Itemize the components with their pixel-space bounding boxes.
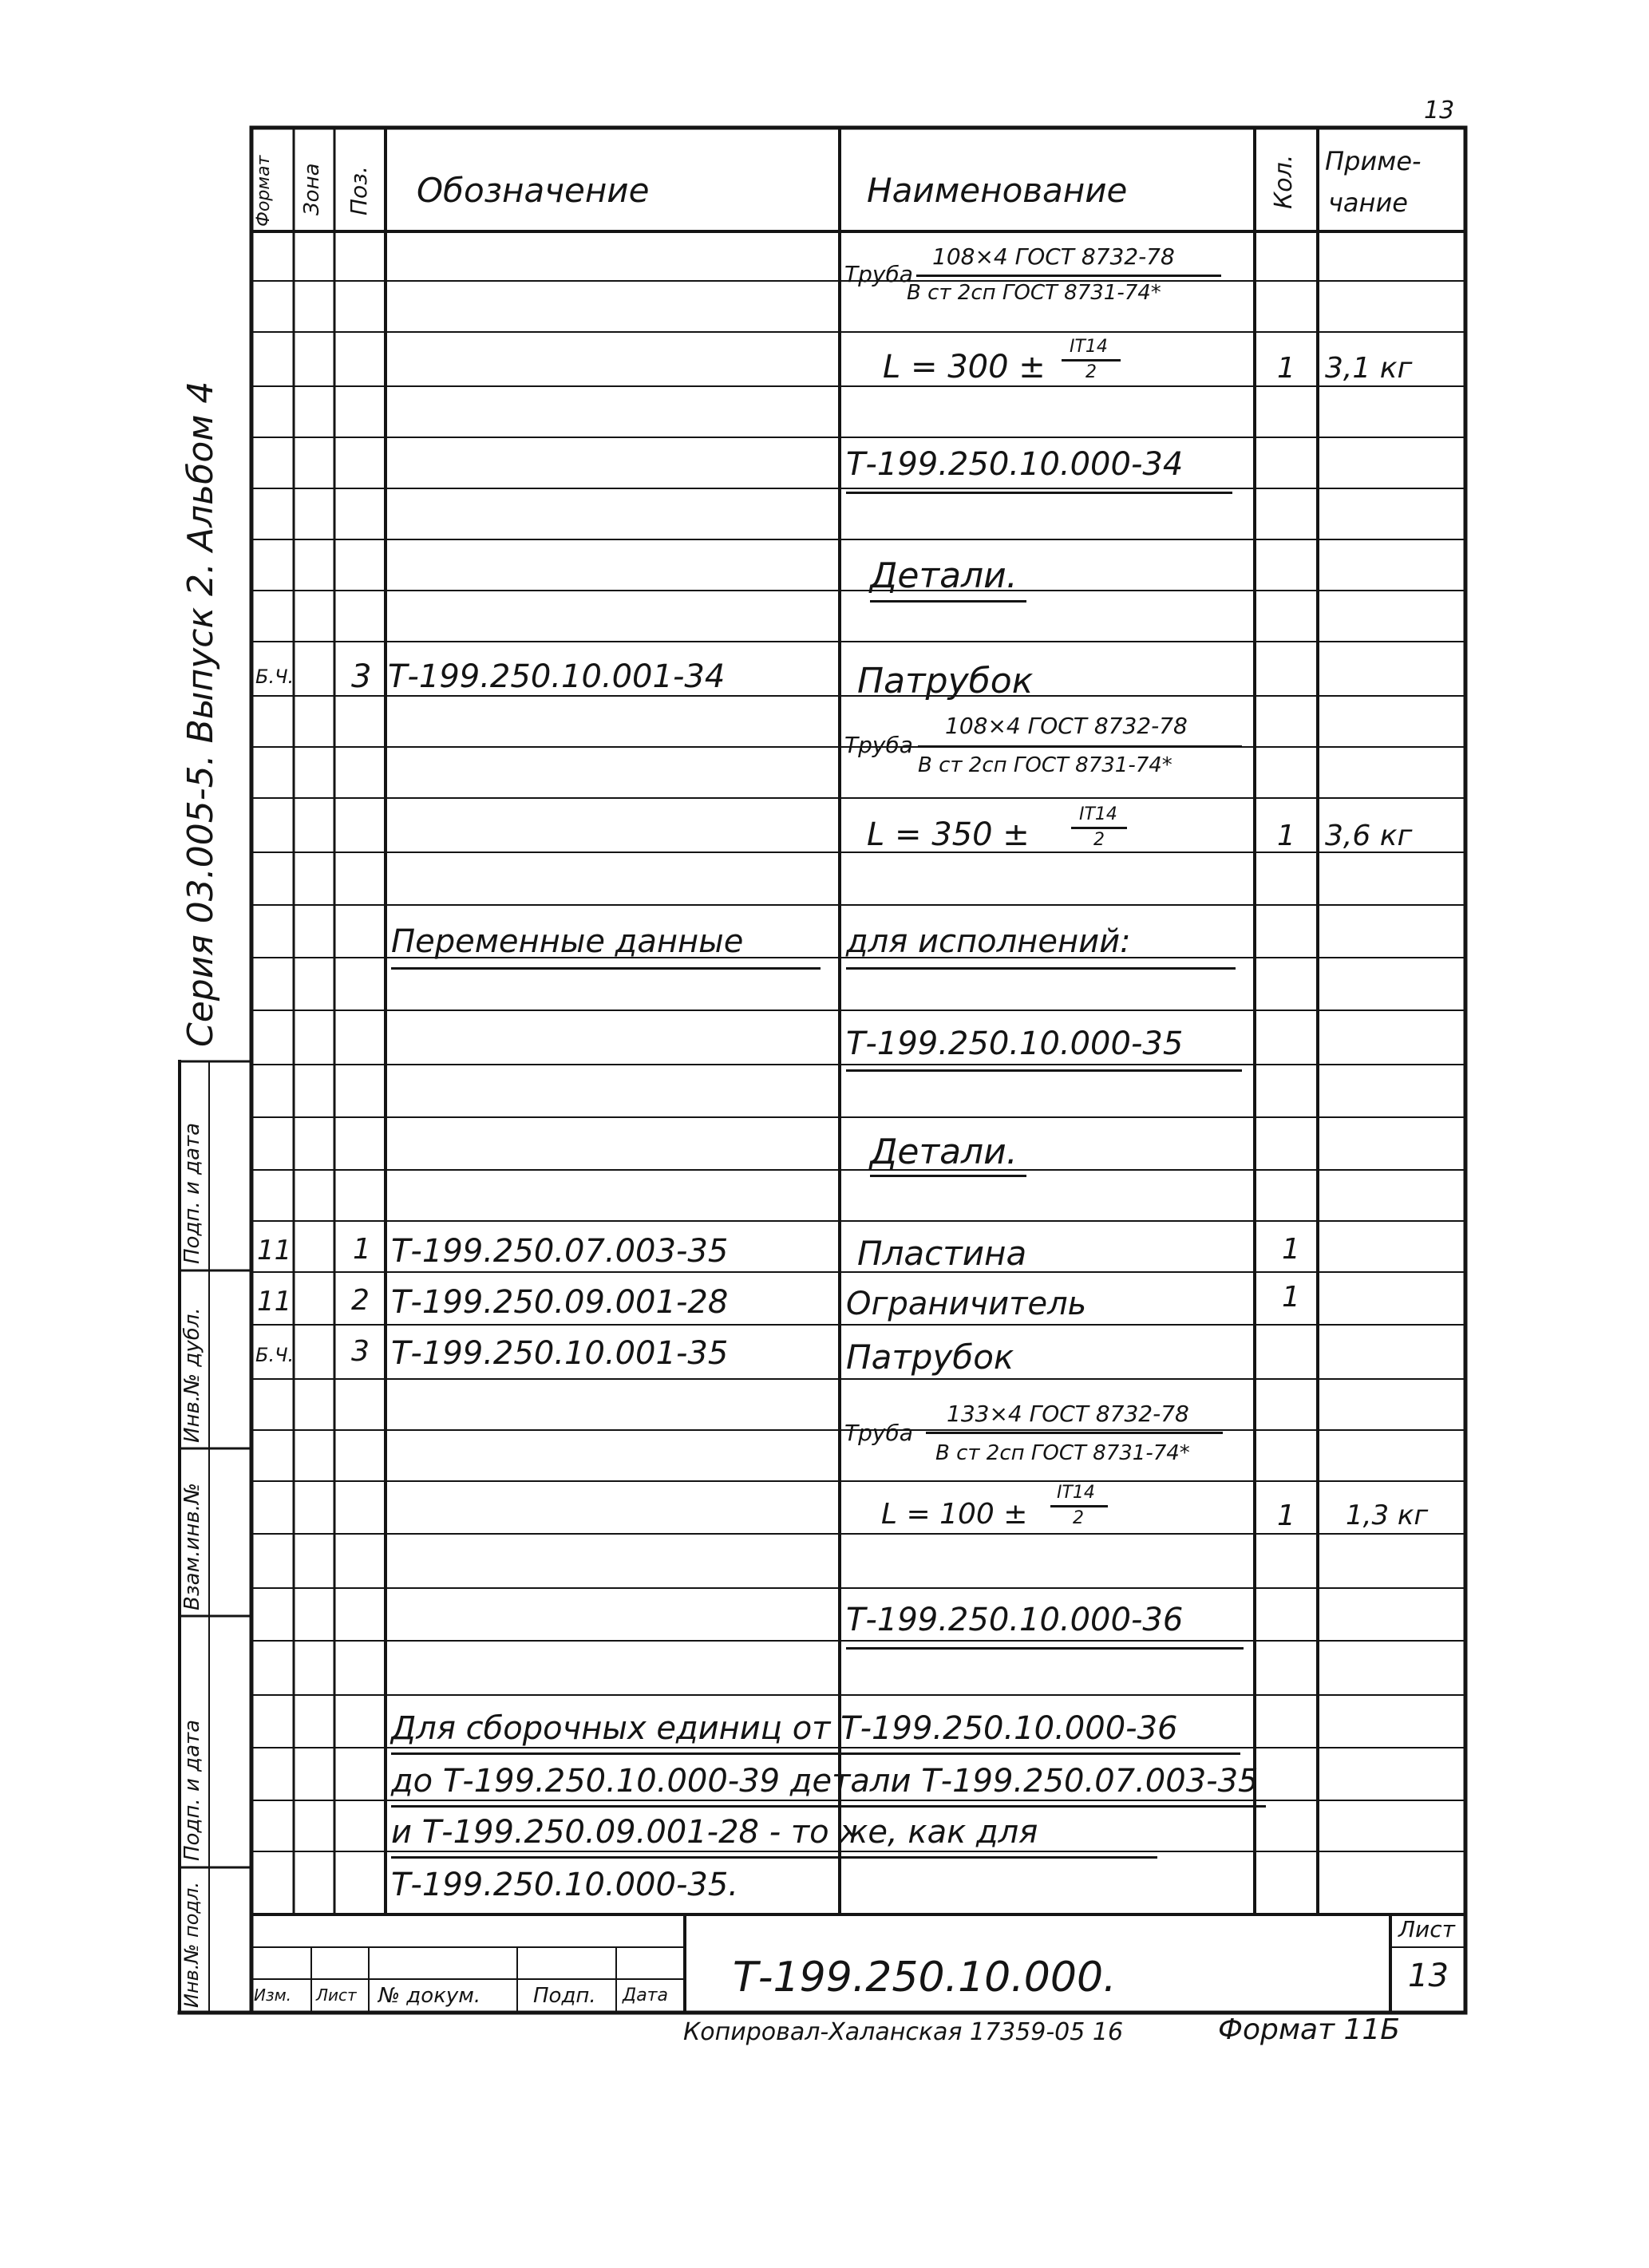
- r15-tol-top: IT14: [1057, 1483, 1095, 1503]
- r3-underline: [846, 492, 1232, 494]
- r8-underline-right: [846, 967, 1236, 970]
- note-line-2-underline: [391, 1805, 1266, 1808]
- r13-designation: Т-199.250.10.001-35: [391, 1335, 729, 1372]
- header-zone: Зона: [300, 163, 324, 215]
- r15-tol-bottom: 2: [1073, 1508, 1084, 1528]
- header-note-line2: чание: [1328, 188, 1408, 218]
- r2-tol-top: IT14: [1070, 337, 1108, 357]
- title-designation: Т-199.250.10.000.: [733, 1954, 1117, 2001]
- r9-underline: [846, 1069, 1242, 1072]
- r4-underline: [870, 600, 1026, 603]
- r15-tol-bar: [1050, 1505, 1108, 1507]
- r14-pipe-top: 133×4 ГОСТ 8732-78: [947, 1401, 1189, 1427]
- r11-pos: 1: [353, 1233, 371, 1266]
- note-line-3-underline: [391, 1856, 1157, 1859]
- r7-tol-top: IT14: [1079, 804, 1117, 824]
- r14-pipe-bottom: В ст 2сп ГОСТ 8731-74*: [935, 1441, 1190, 1465]
- r12-pos: 2: [351, 1284, 370, 1317]
- r15-qty: 1: [1277, 1499, 1295, 1532]
- r11-designation: Т-199.250.07.003-35: [391, 1233, 729, 1270]
- r9-name: Т-199.250.10.000-35: [846, 1025, 1184, 1062]
- r6-pipe-bottom: В ст 2сп ГОСТ 8731-74*: [918, 753, 1172, 777]
- r4-name: Детали.: [870, 555, 1018, 596]
- header-pos: Поз.: [346, 166, 372, 215]
- footer-format: Формат 11Б: [1218, 2013, 1401, 2046]
- r2-length: L = 300 ±: [883, 349, 1046, 385]
- r2-qty: 1: [1277, 352, 1295, 385]
- r5-pos: 3: [351, 658, 372, 695]
- r7-length: L = 350 ±: [867, 816, 1030, 853]
- r7-note: 3,6 кг: [1325, 820, 1413, 852]
- header-format: Формат: [254, 155, 274, 227]
- r7-tol-bottom: 2: [1093, 830, 1105, 850]
- r1-pipe-top: 108×4 ГОСТ 8732-78: [932, 243, 1175, 270]
- r5-designation: Т-199.250.10.001-34: [388, 658, 726, 695]
- r15-length: L = 100 ±: [881, 1498, 1028, 1531]
- r13-name: Патрубок: [846, 1337, 1014, 1377]
- note-line-3: и Т-199.250.09.001-28 - то же, как для: [391, 1814, 1038, 1851]
- r10-name: Детали.: [870, 1132, 1018, 1172]
- r1-name-prefix: Труба: [844, 261, 913, 287]
- r5-format: Б.Ч.: [255, 666, 295, 688]
- stamp-inv-orig: Инв.№ подл.: [180, 1882, 203, 2008]
- stamp-replace-inv: Взам.инв.№: [180, 1483, 204, 1610]
- r16-underline: [846, 1647, 1244, 1650]
- r5-name: Патрубок: [857, 661, 1034, 701]
- stamp-sign-date-1: Подп. и дата: [180, 1122, 204, 1264]
- r6-name-prefix: Труба: [844, 732, 913, 758]
- r11-qty: 1: [1282, 1233, 1300, 1266]
- r1-pipe-bottom: В ст 2сп ГОСТ 8731-74*: [907, 281, 1161, 305]
- r14-fraction-bar: [926, 1432, 1223, 1434]
- r7-qty: 1: [1277, 820, 1295, 852]
- r15-note: 1,3 кг: [1346, 1499, 1429, 1531]
- header-designation: Обозначение: [417, 171, 650, 210]
- r13-format: Б.Ч.: [255, 1344, 295, 1366]
- note-line-1-underline: [391, 1752, 1240, 1755]
- r8-underline-left: [391, 967, 821, 970]
- r6-pipe-top: 108×4 ГОСТ 8732-78: [945, 713, 1188, 739]
- r8-name: для исполнений:: [846, 923, 1131, 960]
- note-line-4: Т-199.250.10.000-35.: [391, 1867, 738, 1903]
- stamp-sign-date-2: Подп. и дата: [180, 1719, 204, 1861]
- r12-format: 11: [257, 1286, 292, 1318]
- r8-designation: Переменные данные: [391, 923, 744, 960]
- r12-designation: Т-199.250.09.001-28: [391, 1284, 729, 1321]
- r7-tol-bar: [1071, 827, 1127, 829]
- title-col-doc: № докум.: [378, 1984, 481, 2008]
- r13-pos: 3: [351, 1335, 370, 1368]
- r14-name-prefix: Труба: [844, 1420, 913, 1446]
- stamp-inv-dup: Инв.№ дубл.: [180, 1307, 204, 1443]
- r12-qty: 1: [1282, 1281, 1300, 1314]
- r16-name: Т-199.250.10.000-36: [846, 1602, 1184, 1638]
- footer-copied-by: Копировал-Халанская 17359-05 16: [683, 2018, 1124, 2046]
- title-sheet-number: 13: [1408, 1958, 1449, 1994]
- r2-tol-bar: [1062, 359, 1121, 362]
- r2-note: 3,1 кг: [1325, 352, 1413, 385]
- title-col-date: Дата: [623, 1985, 668, 2005]
- header-name: Наименование: [867, 171, 1128, 210]
- title-sheet-label: Лист: [1398, 1916, 1455, 1942]
- r12-name: Ограничитель: [846, 1286, 1087, 1322]
- r1-fraction-bar: [916, 275, 1221, 277]
- r10-underline: [870, 1175, 1026, 1177]
- page-number: 13: [1424, 97, 1455, 124]
- header-note-line1: Приме-: [1325, 146, 1422, 176]
- note-line-1: Для сборочных единиц от Т-199.250.10.000-36: [391, 1710, 1178, 1747]
- r11-format: 11: [257, 1235, 292, 1266]
- r3-name: Т-199.250.10.000-34: [846, 446, 1184, 483]
- r11-name: Пластина: [857, 1234, 1027, 1273]
- r6-fraction-bar: [918, 745, 1242, 748]
- header-qty: Кол.: [1270, 154, 1298, 209]
- title-col-sign: Подп.: [533, 1984, 596, 2008]
- title-col-sheet: Лист: [316, 1985, 357, 2005]
- series-side-title: Серия 03.005-5. Выпуск 2. Альбом 4: [180, 381, 221, 1047]
- note-line-2: до Т-199.250.10.000-39 детали Т-199.250.07.003-35: [391, 1763, 1259, 1800]
- r2-tol-bottom: 2: [1085, 362, 1097, 382]
- title-col-change: Изм.: [254, 1985, 292, 2005]
